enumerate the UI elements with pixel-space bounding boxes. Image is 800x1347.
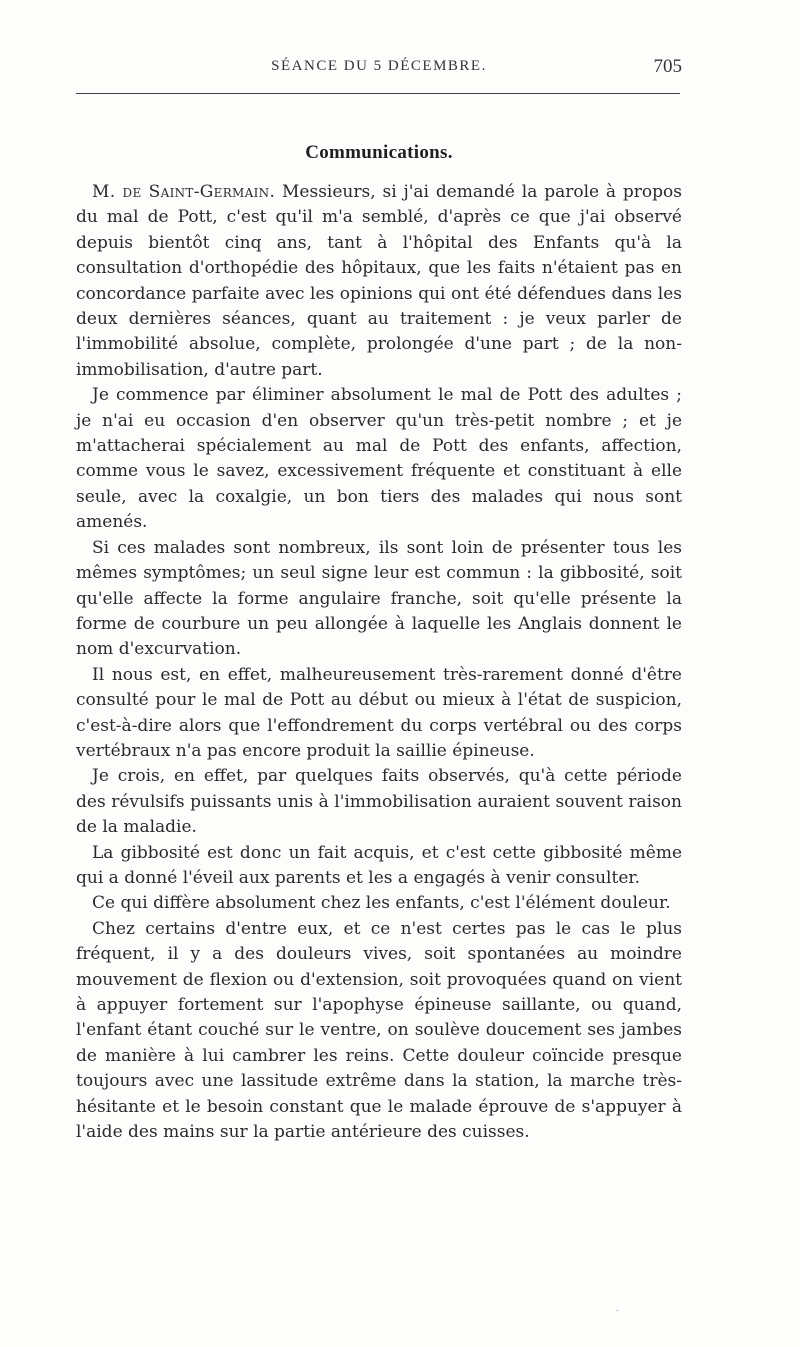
paragraph-5: Je crois, en effet, par quelques faits observés, qu'à cette période des révulsifs puissants unis à l'immobilisation auraient souvent raison de la maladie. (76, 766, 682, 838)
page-number: 705 (653, 56, 682, 77)
paragraph-3: Si ces malades sont nombreux, ils sont loin de présenter tous les mêmes symptômes; un seul signe leur est commun : la gibbosité, soit qu'elle affecte la forme angulaire franche, soit qu'elle présente la forme de courbure un peu allongée à laquelle les Anglais donnent le nom d'excurvation. (76, 537, 682, 660)
paragraph-1-text: Messieurs, si j'ai demandé la parole à propos du mal de Pott, c'est qu'il m'a semblé, d'après ce que j'ai observé depuis bientôt cinq ans, tant à l'hôpital des Enfants qu'à la consultation d'orthopédie des hôpitaux, que les faits n'étaient pas en concordance parfaite avec les opinions qui ont été défendues dans les deux dernières séances, quant au traitement : je veux parler de l'immobilité absolue, complète, prolongée d'une part ; de la non-immobilisation, d'autre part. (76, 182, 682, 380)
paragraph-7: Ce qui diffère absolument chez les enfants, c'est l'élément douleur. (92, 893, 671, 914)
paragraph-1 (76, 180, 682, 383)
body-text (76, 180, 682, 1145)
running-title: SÉANCE DU 5 DÉCEMBRE. (271, 58, 487, 74)
paragraph-2: Je commence par éliminer absolument le mal de Pott des adultes ; je n'ai eu occasion d'en observer qu'un très-petit nombre ; et je m'attacherai spécialement au mal de Pott des enfants, affection, comme vous le savez, excessivement fréquente et constituant à elle seule, avec la coxalgie, un bon tiers des malades qui nous sont amenés. (76, 385, 682, 533)
paragraph-6: La gibbosité est donc un fait acquis, et c'est cette gibbosité même qui a donné l'éveil aux parents et les a engagés à venir consulter. (76, 842, 682, 888)
speaker-name: M. de Saint-Germain. (92, 182, 276, 202)
section-title: Communications. (305, 142, 453, 163)
running-head (76, 58, 682, 84)
paragraph-4: Il nous est, en effet, malheureusement très-rarement donné d'être consulté pour le mal de Pott au début ou mieux à l'état de suspicion, c'est-à-dire alors que l'effondrement du corps vertébral ou des corps vertébraux n'a pas encore produit la saillie épineuse. (76, 664, 682, 761)
header-rule (76, 93, 680, 94)
paper-speck (616, 1310, 619, 1311)
paragraph-8: Chez certains d'entre eux, et ce n'est certes pas le cas le plus fréquent, il y a des douleurs vives, soit spontanées au moindre mouvement de flexion ou d'extension, soit provoquées quand on vient à appuyer fortement sur l'apophyse épineuse saillante, ou quand, l'enfant étant couché sur le ventre, on soulève doucement ses jambes de manière à lui cambrer les reins. Cette douleur coïncide presque toujours avec une lassitude extrême dans la station, la marche très-hésitante et le besoin constant que le malade éprouve de s'appuyer à l'aide des mains sur la partie antérieure des cuisses. (76, 918, 682, 1143)
